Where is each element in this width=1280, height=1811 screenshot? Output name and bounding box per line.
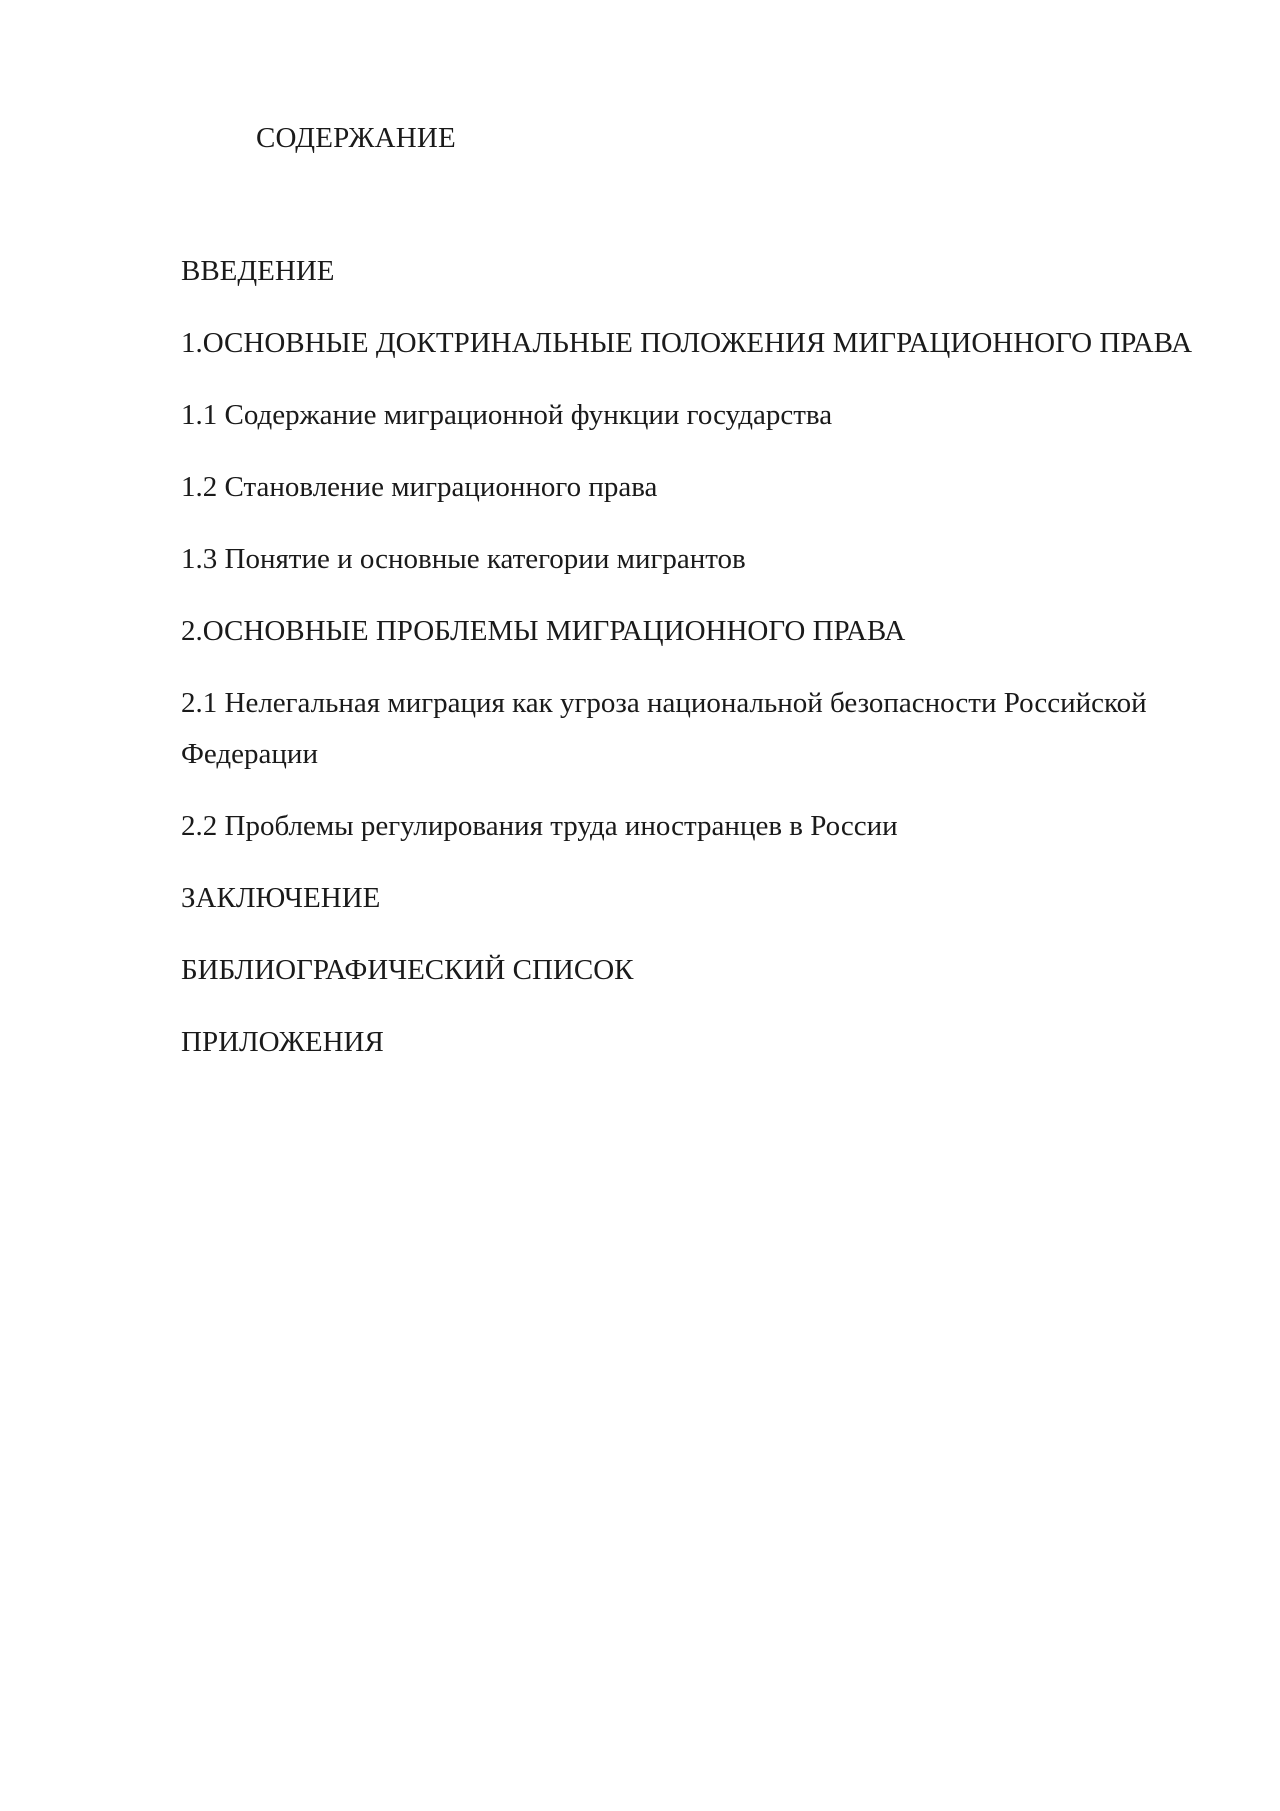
toc-item-section-2-1: 2.1 Нелегальная миграция как угроза национальной безопасности Российской Федерации	[181, 687, 1147, 770]
toc-item-bibliography: БИБЛИОГРАФИЧЕСКИЙ СПИСОК	[181, 954, 634, 986]
toc-item-section-1-3: 1.3 Понятие и основные категории мигрантов	[181, 543, 746, 575]
toc-item-appendices: ПРИЛОЖЕНИЯ	[181, 1026, 384, 1058]
toc-item-section-1-1: 1.1 Содержание миграционной функции государства	[181, 399, 833, 431]
page-title: СОДЕРЖАНИЕ	[256, 122, 456, 154]
toc-item-chapter-1: 1.ОСНОВНЫЕ ДОКТРИНАЛЬНЫЕ ПОЛОЖЕНИЯ МИГРАЦИОННОГО ПРАВА	[181, 327, 1193, 359]
toc-item-introduction: ВВЕДЕНИЕ	[181, 255, 335, 287]
toc-item-section-2-2: 2.2 Проблемы регулирования труда иностранцев в России	[181, 810, 898, 842]
toc-item-chapter-2: 2.ОСНОВНЫЕ ПРОБЛЕМЫ МИГРАЦИОННОГО ПРАВА	[181, 615, 906, 647]
table-of-contents	[181, 246, 1201, 1089]
toc-item-conclusion: ЗАКЛЮЧЕНИЕ	[181, 882, 381, 914]
toc-item-section-1-2: 1.2 Становление миграционного права	[181, 471, 658, 503]
